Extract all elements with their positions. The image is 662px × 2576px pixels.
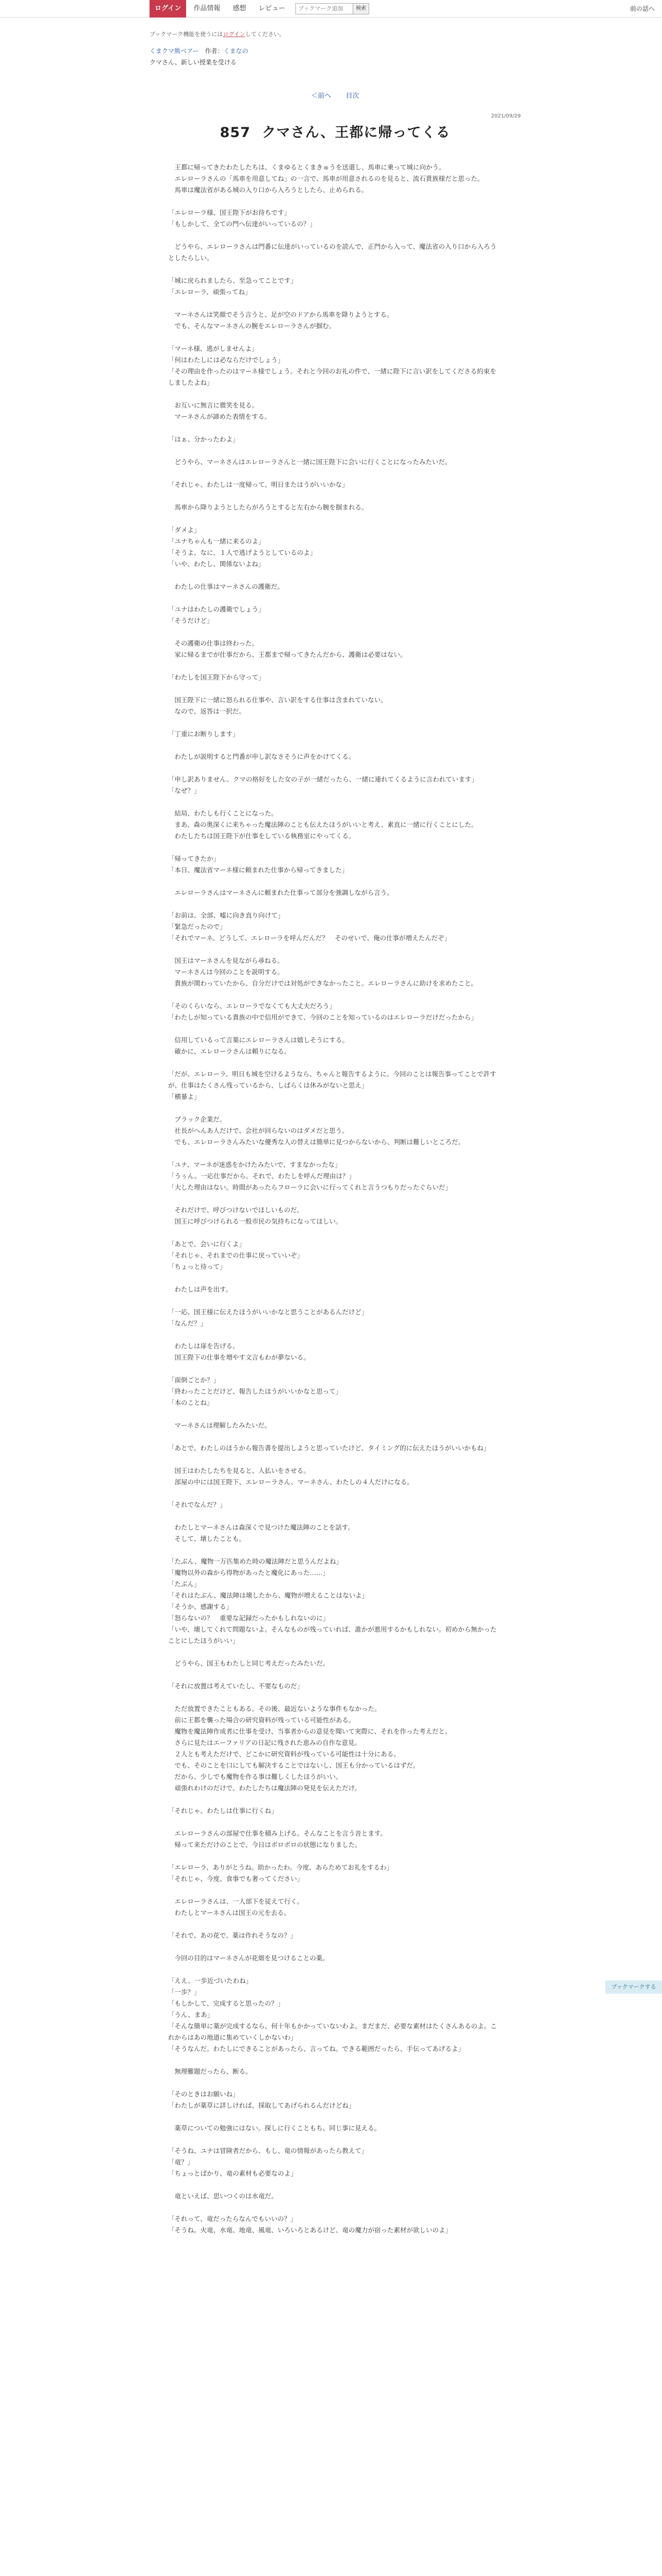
paragraph-line: 「たぶん、魔物一万匹集めた時の魔法陣だと思うんだよね」 bbox=[168, 1557, 343, 1565]
paragraph-line: 確かに、エレローラさんは頼りになる。 bbox=[168, 1047, 291, 1055]
paragraph-line: 「わたしが知っている貴族の中で信用ができて、今回のことを知っているのはエレローラだけだったから」 bbox=[168, 1013, 477, 1021]
paragraph-line: 「お前は、全部、嘘に向き直り向けて」 bbox=[168, 911, 285, 919]
paragraph-line: 「はぁ、分かったわよ」 bbox=[168, 435, 239, 443]
paragraph-line: マーネさんが諦めた表情をする。 bbox=[168, 413, 271, 420]
paragraph-block bbox=[168, 672, 500, 683]
paragraph-line: 「何はわたしには必ならだけでしょう」 bbox=[168, 356, 285, 364]
paragraph-line: 「いや、わたし、関係ないよね」 bbox=[168, 560, 265, 568]
paragraph-block bbox=[168, 1681, 500, 1692]
paragraph-line: わたしとマーネさんは国王の元を去る。 bbox=[168, 1909, 290, 1917]
paragraph-block bbox=[168, 1930, 500, 1941]
paragraph-line: わたしは扉を告げる。 bbox=[168, 1342, 239, 1350]
paragraph-block bbox=[168, 1069, 500, 1103]
search-button[interactable]: 検索 bbox=[353, 4, 369, 14]
paragraph-block bbox=[168, 162, 500, 196]
paragraph-line: 国王陛下の仕事を増やす文言もわが夢ないる。 bbox=[168, 1353, 310, 1361]
paragraph-line: エレローラさんはマーネさんに頼まれた仕事って部分を強調しながら言う。 bbox=[168, 889, 393, 896]
paragraph-line: 「それって、竜だったらなんでもいいの？」 bbox=[168, 2215, 297, 2223]
notice-login-link[interactable]: ログイン bbox=[223, 31, 245, 38]
paragraph-block bbox=[168, 2213, 500, 2236]
author-link[interactable]: くまなの bbox=[223, 47, 249, 55]
paragraph-line: 「うん、まあ」 bbox=[168, 2011, 214, 2019]
paragraph-block bbox=[168, 774, 500, 796]
main-content bbox=[150, 18, 521, 2236]
paragraph-line: 「一応、国王様に伝えたほうがいいかなと思うことがあるんだけど」 bbox=[168, 1308, 368, 1316]
paragraph-line: 「あとで、会いに行くよ」 bbox=[168, 1240, 245, 1248]
paragraph-block bbox=[168, 728, 500, 740]
paragraph-line: 「それじゃ、今度、食事でも奢ってください」 bbox=[168, 1875, 304, 1883]
paragraph-block bbox=[168, 1035, 500, 1057]
paragraph-block bbox=[168, 2089, 500, 2111]
paragraph-block bbox=[168, 694, 500, 717]
paragraph-line: 結局、わたしも行くことになった。 bbox=[168, 809, 278, 817]
paragraph-block bbox=[168, 502, 500, 513]
paragraph-line: 「そうね。火竜、水竜、地竜、風竜、いろいろとあるけど、竜の魔力が宿った素材が欲しいのよ」 bbox=[168, 2226, 452, 2234]
paragraph-line: ただ放置できたこともある。その後、最近ないような事件もなかった。 bbox=[168, 1705, 381, 1713]
paragraph-line: その護衛の仕事は終わった。 bbox=[168, 639, 258, 647]
paragraph-block bbox=[168, 1307, 500, 1329]
paragraph-block bbox=[168, 1658, 500, 1669]
paragraph-line: わたしとマーネさんは森深くで見つけた魔法陣のことを話す。 bbox=[168, 1523, 354, 1531]
paragraph-line: 「魔物以外の森から得物があったと魔化にあった……」 bbox=[168, 1569, 329, 1577]
paragraph-line: さらに見たはエーファリアの日記に残された恵みの自作な意見。 bbox=[168, 1739, 361, 1747]
paragraph-line: どうやら、エレローラさんは門番に伝達がいっているのを読んで、正門から入って、魔法省の入り口から入ろうとしたらしい。 bbox=[168, 243, 497, 262]
paragraph-line: 「それじゃ、それまでの仕事に戻っていいぞ」 bbox=[168, 1251, 304, 1259]
notice-prefix: ブックマーク機能を使うには bbox=[150, 31, 223, 38]
paragraph-block bbox=[168, 955, 500, 989]
paragraph-line: 「竜？」 bbox=[168, 2158, 194, 2166]
paragraph-line: マーネさんは笑顔でそう言うと、足が空のドアから馬車を降りようとする。 bbox=[168, 311, 393, 318]
paragraph-line: 「丁重にお断りします」 bbox=[168, 730, 239, 738]
paragraph-line: 国王に呼びつけられる一般市民の気持ちになってほしい。 bbox=[168, 1217, 342, 1225]
paragraph-block bbox=[168, 1975, 500, 2055]
paragraph-block bbox=[168, 1375, 500, 1409]
paragraph-block bbox=[168, 241, 500, 264]
paragraph-line: 「面倒ごとか？」 bbox=[168, 1376, 220, 1384]
paragraph-block bbox=[168, 751, 500, 762]
paragraph-block bbox=[168, 1896, 500, 1919]
paragraph-line: 「わたしを国王陛下から守って」 bbox=[168, 673, 265, 681]
paragraph-block bbox=[168, 343, 500, 388]
paragraph-line: 「そうか、感謝する」 bbox=[168, 1603, 233, 1611]
paragraph-block bbox=[168, 1114, 500, 1148]
chapter-body bbox=[150, 162, 521, 2236]
paragraph-block bbox=[168, 638, 500, 660]
notice-suffix: してください。 bbox=[245, 31, 285, 38]
paragraph-line: 「そうだけど」 bbox=[168, 617, 213, 624]
paragraph-line: 「終わったことだけど、報告したほうがいいかなと思って」 bbox=[168, 1387, 342, 1395]
paragraph-line: 国王陛下に一緒に怒られる仕事や、言い訳をする仕事は含まれていない。 bbox=[168, 696, 387, 704]
series-info bbox=[150, 46, 521, 55]
paragraph-line: お互いに無言に微笑を見る。 bbox=[168, 401, 259, 409]
header-right-menu[interactable]: 前の話へ bbox=[630, 5, 655, 12]
paragraph-block bbox=[168, 1239, 500, 1273]
series-title-link[interactable]: くまクマ熊ベアー bbox=[150, 47, 199, 55]
paragraph-block bbox=[168, 1443, 500, 1454]
paragraph-line: 「申し訳ありません。クマの格好をした女の子が一緒だったら、一緒に連れてくるように言われています」 bbox=[168, 775, 478, 783]
paragraph-block bbox=[168, 1001, 500, 1023]
paragraph-block bbox=[168, 1703, 500, 1794]
paragraph-block bbox=[168, 309, 500, 332]
paragraph-block bbox=[168, 1420, 500, 1431]
paragraph-line: 「本日、魔法省マーネ様に頼まれた仕事から帰ってきました」 bbox=[168, 866, 349, 874]
bookmark-search-box bbox=[295, 3, 369, 14]
paragraph-block bbox=[168, 1284, 500, 1295]
paragraph-line: でも、そんなマーネさんの腕をエレローラさんが掴む。 bbox=[168, 322, 336, 330]
paragraph-line: 「一歩？」 bbox=[168, 1988, 201, 1996]
paragraph-line: 「エレローラ、頑張ってね」 bbox=[168, 288, 252, 296]
paragraph-line: 国王はわたしたちを見ると、人払いをさせる。 bbox=[168, 1467, 310, 1475]
paragraph-block bbox=[168, 275, 500, 298]
paragraph-line: 「大した理由はない。時間があったらフローラに会いに行ってくれと言うつもりだったぐらいだ」 bbox=[168, 1183, 452, 1191]
paragraph-block bbox=[168, 524, 500, 570]
paragraph-line: 「それはたぶん、魔法陣は壊したから、魔物が増えることはないよ」 bbox=[168, 1591, 369, 1599]
paragraph-block bbox=[168, 1465, 500, 1488]
paragraph-line: 「なんだ？」 bbox=[168, 1319, 207, 1327]
paragraph-line: どうやら、マーネさんはエレローラさんと一緒に国王陛下に会いに行くことになったみたいだ。 bbox=[168, 458, 452, 466]
chapter-pager bbox=[150, 90, 521, 100]
paragraph-line: 「もしかして、完成すると思ったの？」 bbox=[168, 1999, 284, 2007]
chapter-number: 857 bbox=[220, 125, 251, 141]
paragraph-line: 「それじゃ、わたしは仕事に行くね」 bbox=[168, 1807, 278, 1815]
paragraph-block bbox=[168, 479, 500, 490]
paragraph-block bbox=[168, 808, 500, 842]
paragraph-line: 「そうよ。なに、１人で逃げようとしているのよ」 bbox=[168, 549, 317, 556]
paragraph-block bbox=[168, 434, 500, 445]
paragraph-line: 薬草についての勉強にはない。探しに行くこともち、同じ事に見える。 bbox=[168, 2124, 381, 2132]
paragraph-line: ２人とも考えただけで、どこかに研究資料が残っている可能性は十分にある。 bbox=[168, 1750, 400, 1758]
paragraph-line: 竜といえば、思いつくのは水竜だ。 bbox=[168, 2192, 278, 2200]
series-subtitle: クマさん、新しい授業を受ける bbox=[150, 59, 237, 66]
paragraph-line: 「そのくらいなら、エレローラでなくても大丈夫だろう」 bbox=[168, 1002, 336, 1010]
paragraph-block bbox=[168, 1862, 500, 1885]
paragraph-line: 今回の目的はマーネさんが花畑を見つけることの薬。 bbox=[168, 1954, 329, 1962]
author-info bbox=[205, 47, 248, 55]
nav-work-info[interactable]: 作品情報 bbox=[193, 4, 221, 12]
paragraph-line: 社長がへんあ人だけで、会社が回らないのはダメだと思う。 bbox=[168, 1127, 349, 1134]
bookmark-notice bbox=[150, 30, 521, 38]
top-navigation-bar bbox=[0, 0, 662, 18]
side-bookmark-button[interactable]: ブックマークする bbox=[605, 1980, 662, 1994]
paragraph-line: エレローラさんの「馬車を用意してね」の一言で、馬車が用意されるのを見ると、流石貴族様だと思った。 bbox=[168, 175, 484, 182]
paragraph-block bbox=[168, 2123, 500, 2134]
paragraph-line: 「そうなんだ。わたしにできることがあったら、言ってね。できる範囲だったら、手伝ってあげるよ」 bbox=[168, 2045, 465, 2053]
paragraph-line: 「ダメよ」 bbox=[168, 526, 201, 534]
paragraph-line: 「あとで、わたしのほうから報告書を提出しようと思っていたけど、タイミング的に伝えたほうがいいかもね」 bbox=[168, 1444, 490, 1452]
paragraph-line: 前に王都を襲った場合の研究資料が残っている可能性がある。 bbox=[168, 1716, 355, 1724]
paragraph-line: 馬車は魔法省がある城の入り口から入ろうとしたら、止められる。 bbox=[168, 186, 368, 194]
paragraph-line: 「それでなんだ？」 bbox=[168, 1501, 226, 1509]
paragraph-line: 魔物を魔法陣作成者に仕事を受け、当事者からの意見を聞いて実際に、それを作った考えだと。 bbox=[168, 1727, 452, 1735]
paragraph-line: 「緊急だったので」 bbox=[168, 923, 226, 930]
paragraph-line: 信用しているって言葉にエレローラさんは嬉しそうにする。 bbox=[168, 1036, 349, 1044]
paragraph-block bbox=[168, 853, 500, 876]
paragraph-block bbox=[168, 2191, 500, 2202]
paragraph-line: エレローラさんは、一人部下を従えて行く。 bbox=[168, 1897, 304, 1905]
paragraph-line: まあ、森の奥深くに来ちゃった魔法陣のことも伝えたほうがいいと考え、素直に一緒に行くことにした。 bbox=[168, 821, 478, 828]
paragraph-line: 「横暴よ」 bbox=[168, 1093, 201, 1100]
paragraph-line: 「それで、あの花で、薬は作れそうなの？」 bbox=[168, 1931, 297, 1939]
chapter-date: 2021/09/29 bbox=[491, 113, 521, 119]
paragraph-line: 「エレローラ、ありがとうね。助かったわ。今度、あらためてお礼をするわ」 bbox=[168, 1863, 393, 1871]
paragraph-line: わたしは声を出す。 bbox=[168, 1285, 233, 1293]
nav-reviews-impressions[interactable]: 感想 bbox=[233, 4, 246, 12]
paragraph-line: 国王はマーネさんを見ながら尋ねる。 bbox=[168, 957, 284, 964]
paragraph-line: 「そうね、ユナは冒険者だから、もし、竜の情報があったら教えて」 bbox=[168, 2147, 368, 2155]
paragraph-line: 「だが、エレローラ。明日も城を空けるようなら、ちゃんと報告するように。今回のことは報告事ってことで許すが、仕事はたくさん残っているから、しばらくは休みがないと思え」 bbox=[168, 1070, 496, 1089]
paragraph-line: 「たぶん」 bbox=[168, 1580, 201, 1588]
paragraph-line: 「その理由を作ったのはマーネ様でしょう。それと今回のお礼の件で、一緒に陛下に言い訳をしてくださる約束をしましたよね」 bbox=[168, 367, 496, 386]
paragraph-line: 「城に戻られましたら、至急ってことです」 bbox=[168, 277, 297, 284]
paragraph-line: 無理難題だったら、断る。 bbox=[168, 2067, 252, 2075]
paragraph-block bbox=[168, 400, 500, 422]
paragraph-block bbox=[168, 910, 500, 944]
paragraph-line: わたしたちは国王陛下が仕事をしている執務室にやってくる。 bbox=[168, 832, 355, 840]
paragraph-line: それだけで、呼びつけないでほしいものだ。 bbox=[168, 1206, 304, 1214]
paragraph-block bbox=[168, 1522, 500, 1545]
paragraph-block bbox=[168, 581, 500, 592]
paragraph-line: 王都に帰ってきたわたしたちは、くまゆるとくまきゅうを送還し、馬車に乗って城に向かう。 bbox=[168, 163, 445, 171]
paragraph-line: 「ええ、一歩近づいたわね」 bbox=[168, 1977, 253, 1985]
table-of-contents-link[interactable]: 目次 bbox=[345, 92, 359, 100]
paragraph-line: 「ユナ、マーネが迷惑をかけたみたいで、すまなかったな」 bbox=[168, 1161, 341, 1168]
paragraph-line: 「ちょっとばかり、竜の素材も必要なのよ」 bbox=[168, 2170, 297, 2177]
paragraph-block bbox=[168, 207, 500, 230]
paragraph-line: 部屋の中には国王陛下、エレローラさん、マーネさん、わたしの４人だけになる。 bbox=[168, 1478, 413, 1486]
paragraph-line: 「いや、壊してくれて問題ないよ。そんなものが残っていれば、誰かが悪用するかもしれない。初めから無かったことにしたほうがいい」 bbox=[168, 1625, 497, 1645]
paragraph-block bbox=[168, 1828, 500, 1851]
paragraph-line: ブラック企業だ。 bbox=[168, 1115, 226, 1123]
paragraph-line: 「マーネ様、逃がしませんよ」 bbox=[168, 345, 258, 352]
prev-chapter-link[interactable]: ＜前へ bbox=[311, 92, 332, 100]
paragraph-block bbox=[168, 456, 500, 468]
paragraph-line: 「ユナはわたしの護衛でしょう」 bbox=[168, 605, 265, 613]
paragraph-line: どうやら、国王もわたしと同じ考えだったみたいだ。 bbox=[168, 1659, 329, 1667]
paragraph-line: わたしが説明すると門番が申し訳なさそうに声をかけてくる。 bbox=[168, 753, 355, 760]
paragraph-line: だから、少しでも魔物を作る事は難しくしたほうがいい。 bbox=[168, 1773, 342, 1781]
paragraph-block bbox=[168, 1805, 500, 1817]
paragraph-block bbox=[168, 1499, 500, 1511]
nav-review[interactable]: レビュー bbox=[258, 4, 286, 12]
paragraph-line: 「本のことね」 bbox=[168, 1399, 213, 1406]
paragraph-block bbox=[168, 887, 500, 899]
paragraph-line: 「わたしが薬草に詳しければ、採取してあげられるんだけどね」 bbox=[168, 2102, 355, 2109]
paragraph-line: 「ちょっと待って」 bbox=[168, 1263, 226, 1270]
paragraph-line: わたしの仕事はマーネさんの護衛だ。 bbox=[168, 583, 284, 590]
paragraph-line: マーネさんは今回のことを説明する。 bbox=[168, 968, 284, 976]
paragraph-line: なので、返答は一択だ。 bbox=[168, 707, 245, 715]
chapter-title bbox=[150, 121, 521, 141]
paragraph-line: 「そのときはお願いね」 bbox=[168, 2090, 239, 2098]
paragraph-line: マーネさんは理解したみたいだ。 bbox=[168, 1421, 271, 1429]
paragraph-line: でも、そのことを口にしても解決することではないし、国王も分かっているはずだ。 bbox=[168, 1761, 420, 1769]
paragraph-line: 貴族が関わっていたから、自分だけでは対処ができなかったこと。エレローラさんに助けを求めたこと。 bbox=[168, 979, 477, 987]
paragraph-line: 馬車から降りようとしたらがろうとすると左右から腕を掴まれる。 bbox=[168, 503, 368, 511]
paragraph-block bbox=[168, 1159, 500, 1193]
paragraph-line: 「帰ってきたか」 bbox=[168, 855, 220, 862]
paragraph-block bbox=[168, 604, 500, 626]
paragraph-line: 「うぅん。一応仕事だから。それで、わたしを呼んだ理由は？」 bbox=[168, 1172, 356, 1180]
paragraph-line: そして、壊したことも。 bbox=[168, 1535, 245, 1543]
chapter-title-text: クマさん、王都に帰ってくる bbox=[261, 125, 451, 141]
login-button[interactable]: ログイン bbox=[150, 0, 186, 18]
paragraph-line: 家に帰るまでが仕事だから、王都まで帰ってきたんだから、護衛は必要はない。 bbox=[168, 651, 407, 658]
paragraph-block bbox=[168, 1341, 500, 1363]
paragraph-line: 「それに放置は考えていたし、不要なものだ」 bbox=[168, 1682, 304, 1690]
bookmark-search-input[interactable] bbox=[296, 4, 353, 14]
paragraph-block bbox=[168, 1953, 500, 1964]
paragraph-line: 「怒らないの？ 重要な記録だったかもしれないのに」 bbox=[168, 1614, 329, 1622]
paragraph-line: 「エレローラ様、国王陛下がお待ちです」 bbox=[168, 209, 291, 216]
paragraph-line: 「もしかして、全ての門へ伝達がいっているの？」 bbox=[168, 220, 317, 228]
paragraph-line: 「ユナちゃんも一緒に来るのよ」 bbox=[168, 537, 265, 545]
paragraph-line: 「そんな簡単に薬が完成するなら、何十年もかかっていないわよ。まだまだ、必要な素材はたくさんあるのよ。これからはあの地道に集めていくしかないわ」 bbox=[168, 2022, 497, 2041]
author-label: 作者： bbox=[205, 47, 224, 55]
paragraph-block bbox=[168, 2145, 500, 2179]
paragraph-line: エレローラさんの部屋で仕事を積み上げる。そんなことを言う音とます。 bbox=[168, 1829, 387, 1837]
paragraph-block bbox=[168, 2066, 500, 2077]
paragraph-block bbox=[168, 1556, 500, 1647]
paragraph-block bbox=[168, 1205, 500, 1227]
paragraph-line: 「それじゃ、わたしは一度帰って、明日またはうがいいかな」 bbox=[168, 481, 349, 488]
paragraph-line: 「なぜ？」 bbox=[168, 787, 201, 794]
paragraph-line: 頑張れわけのだけで、わたしたちは魔法陣の発見を伝えただけ。 bbox=[168, 1784, 361, 1792]
paragraph-line: 「それでマーネ。どうして、エレローラを呼んだんだ？ そのせいで、俺の仕事が増えたんだぞ」 bbox=[168, 934, 451, 942]
paragraph-line: でも、エレローラさんみたいな優秀な人の替えは簡単に見つからないから、判断は難しいところだ。 bbox=[168, 1138, 465, 1146]
paragraph-line: 帰って来ただけのことで、今日はボロボロの状態になりました。 bbox=[168, 1841, 361, 1849]
